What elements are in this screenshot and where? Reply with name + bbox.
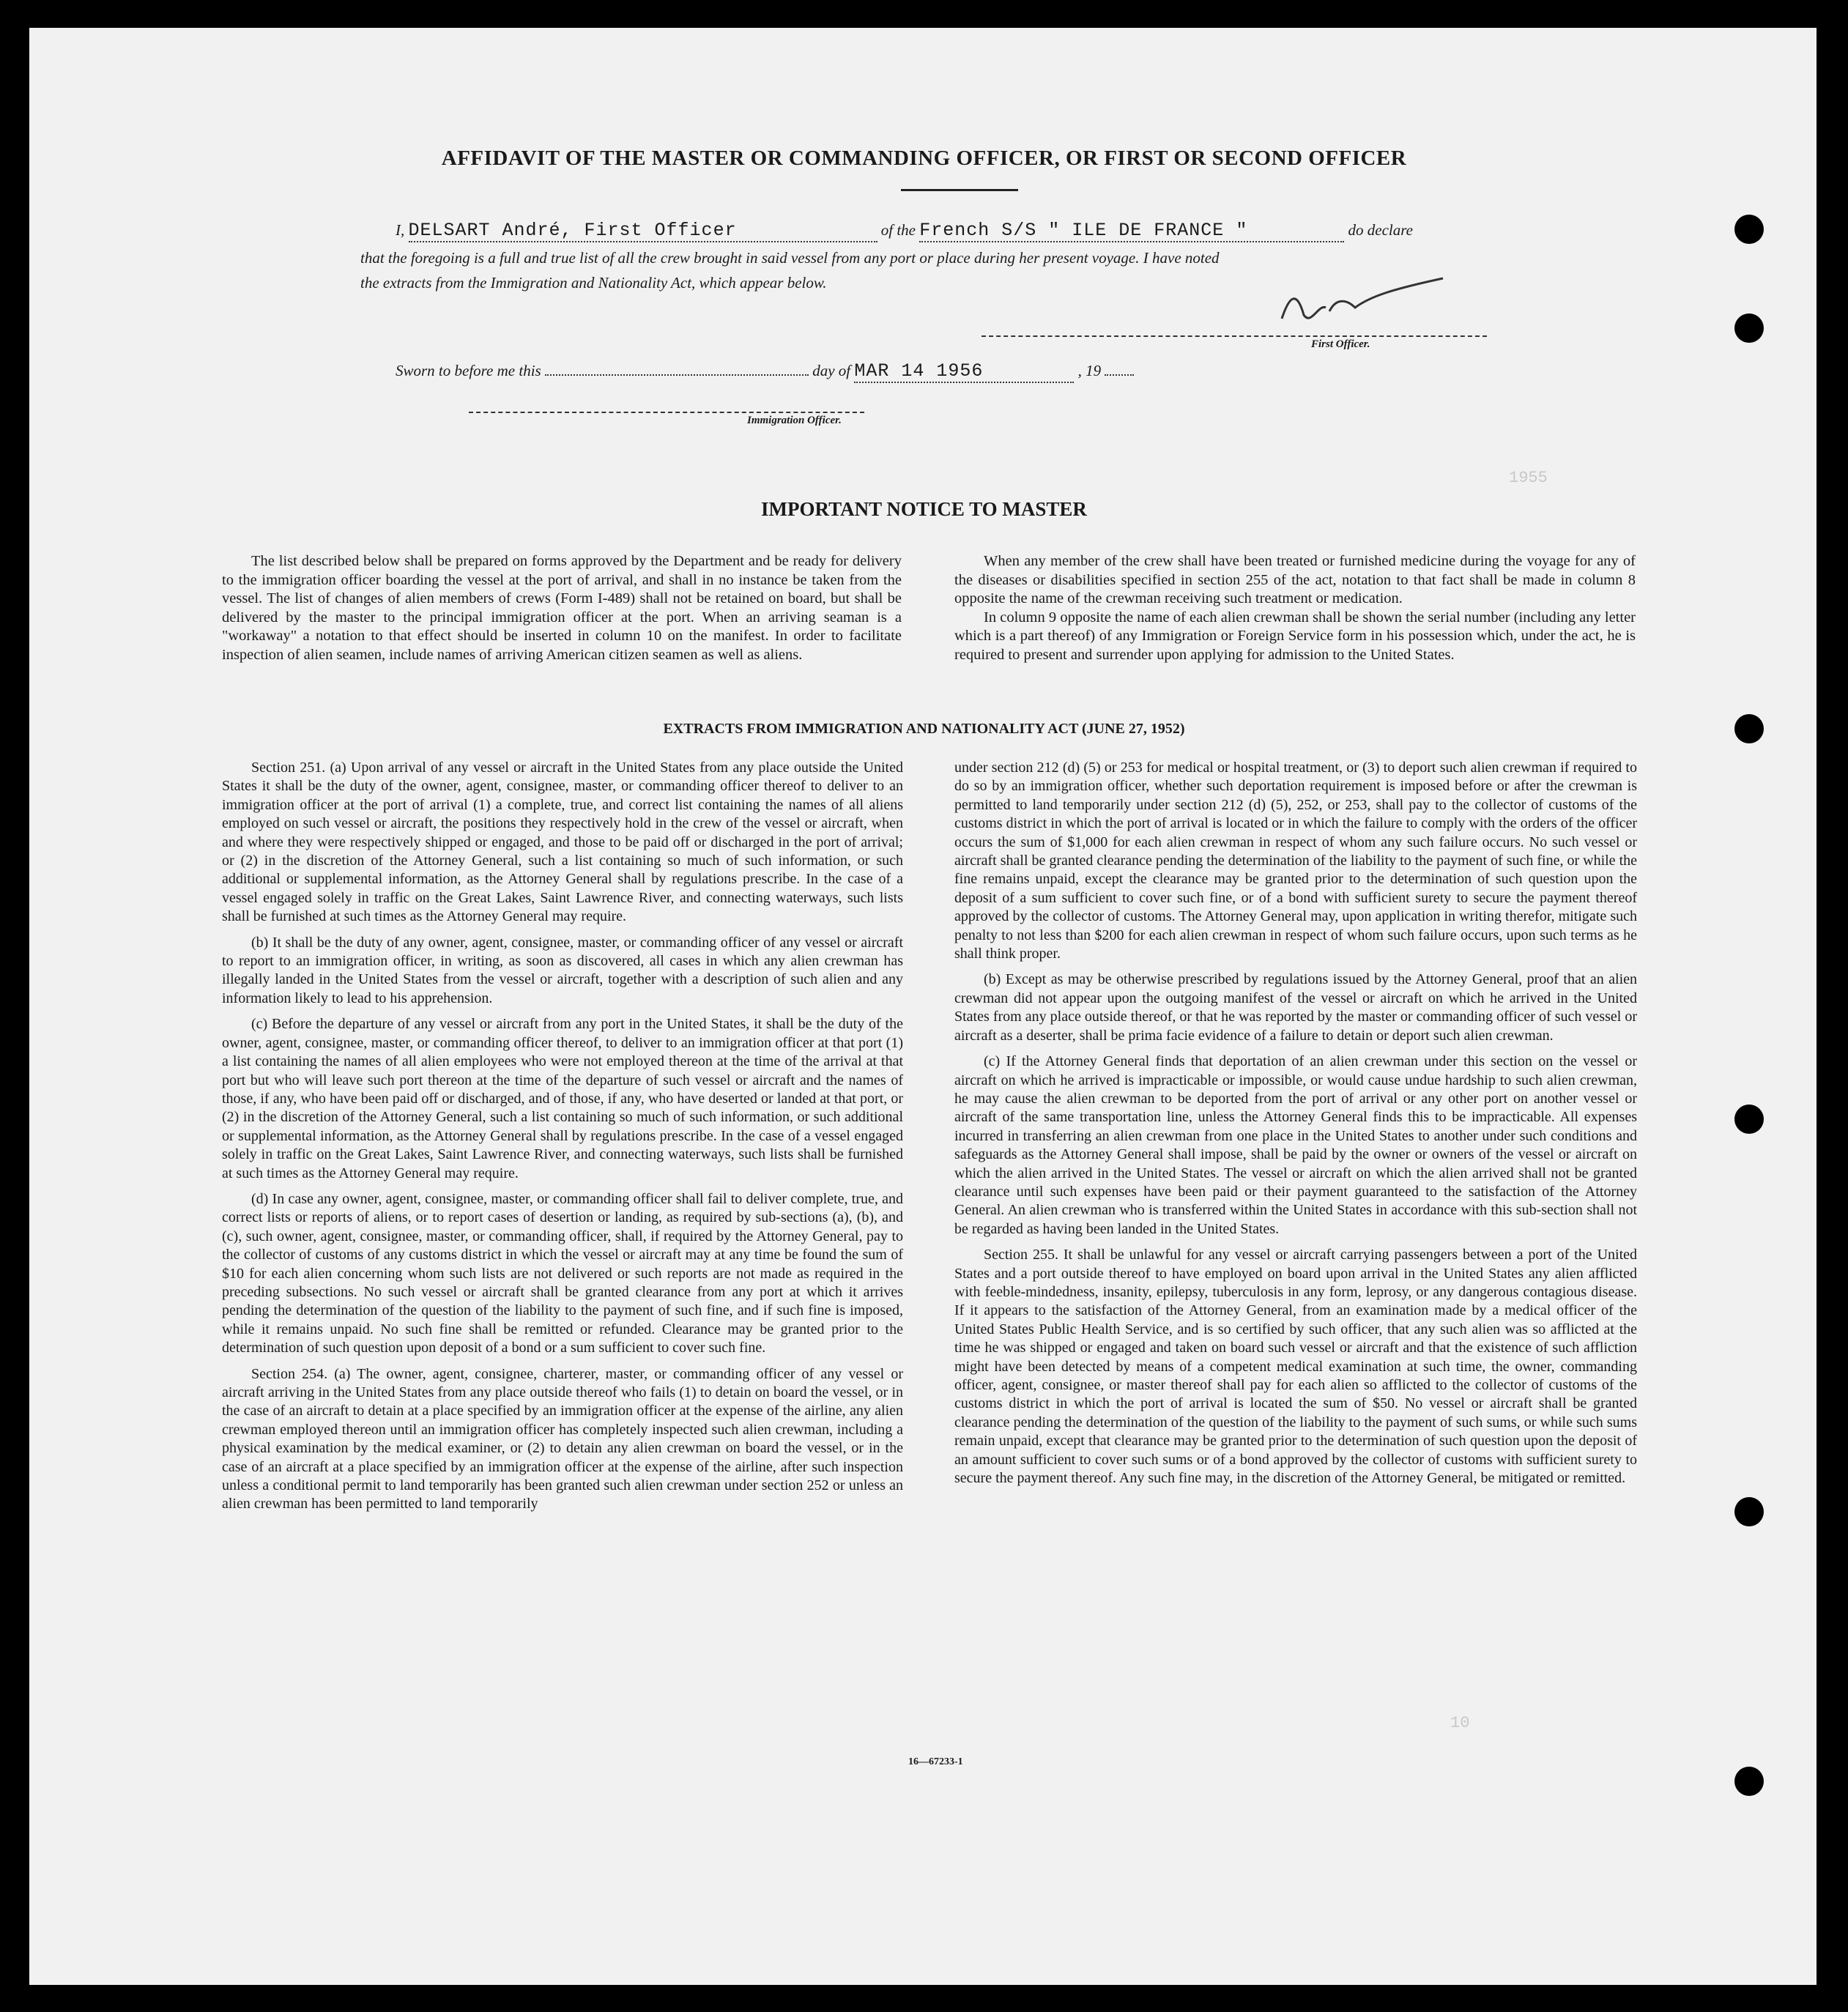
affidavit-title: AFFIDAVIT OF THE MASTER OR COMMANDING OFFICER, OR FIRST OR SECOND OFFICER [441, 146, 1407, 170]
extracts-right-column [954, 759, 1637, 1495]
bleed-through-text: 1955 [1509, 469, 1548, 487]
year-label: , 19 [1077, 362, 1102, 379]
title-underline [901, 189, 1018, 191]
bleed-through-text: 10 [1450, 1714, 1470, 1732]
statute-paragraph: (d) In case any owner, agent, consignee, master, or commanding officer shall fail to deliver complete, true, and correct lists or reports of aliens, or to report cases of desertion or landing, as required by sub-sections (a), (b), and (c), such owner, agent, consignee, master, or commanding officer, shall, if required by the Attorney General, pay to the collector of customs of any customs district in which the vessel or aircraft may at any time be found the sum of $10 for each alien concerning whom such lists are not delivered or such reports are not made as required in the preceding subsections. No such vessel or aircraft shall be granted clearance from any port at which it arrives pending the determination of the question of the liability to the payment of such fine, and if such fine is imposed, while it remains unpaid. No such fine shall be remitted or refunded. Clearance may be granted prior to the determination of such question upon deposit of a bond or a sum sufficient to cover such fine. [222, 1190, 903, 1356]
of-the-label: of the [880, 221, 916, 239]
declaration-line-1 [396, 220, 1494, 242]
officer-name-field [409, 220, 877, 242]
statute-paragraph: Section 255. It shall be unlawful for any vessel or aircraft carrying passengers between a port of the United States and a port outside thereof to have employed on board upon arrival in the United States any alien afflicted with feeble-mindedness, insanity, epilepsy, tuberculosis in any form, leprosy, or any dangerous contagious disease. If it appears to the satisfaction of the Attorney General, from an examination made by a medical officer of the United States Public Health Service, and is so certified by such officer, that any such alien was so afflicted at the time he was shipped or engaged and taken on board such vessel or aircraft and that the existence of such affliction might have been detected by means of a competent medical examination at such time, the owner, commanding officer, agent, consignee, or master thereof shall pay for each alien so afflicted to the collector of customs of the customs district in which the port of arrival is located the sum of $50. No vessel or aircraft shall be granted clearance pending the determination of the question of the liability to the payment of such sums, or while such sums remain unpaid, except that clearance may be granted prior to the determination of such question upon the deposit of an amount sufficient to cover such sums or of a bond approved by the collector of customs with sufficient surety to secure the payment thereof. Any such fine may, in the discretion of the Attorney General, be mitigated or remitted. [954, 1247, 1637, 1487]
do-declare-label: do declare [1348, 221, 1413, 239]
notice-right-column [954, 552, 1636, 672]
statute-paragraph: (b) It shall be the duty of any owner, agent, consignee, master, or commanding officer of any vessel or aircraft to report to an immigration officer, in writing, as soon as discovered, all cases in which any alien crewman has illegally landed in the United States from the vessel or aircraft, together with a description of such alien and any information likely to lead to his apprehension. [222, 934, 903, 1006]
extracts-left-column [222, 759, 903, 1521]
punch-hole [1734, 215, 1764, 244]
sworn-day-field [545, 374, 809, 376]
year-field [1105, 374, 1134, 376]
form-code: 16—67233-1 [908, 1756, 963, 1767]
sworn-label: Sworn to before me this [396, 362, 541, 379]
statute-paragraph: under section 212 (d) (5) or 253 for medical or hospital treatment, or (3) to deport such alien crewman if required to do so by an immigration officer, whether such deportation requirement is imposed before or after the crewman is permitted to land temporarily under section 212 (d) (5), 252, or 253, shall pay to the collector of customs of the customs district in which the port of arrival is located or in which the failure to comply with the orders of the officer occurs the sum of $1,000 for each alien crewman in respect of whom any such failure occurs. No such vessel or aircraft shall be granted clearance pending the determination of the liability to the payment of such fine, or while the fine remains unpaid, except the clearance may be granted prior to the determination of such question upon the deposit of a sum sufficient to cover such fine, or of a bond with sufficient surety to secure the payment thereof approved by the collector of customs. The Attorney General may, upon application in writing therefor, mitigate such penalty to not less than $200 for each alien crewman in respect of whom such failure occurs, upon such terms as he shall think proper. [954, 760, 1637, 962]
notice-paragraph: In column 9 opposite the name of each alien crewman shall be shown the serial number (including any letter which is a part thereof) of any Immigration or Foreign Service form in his possession which, under the act, he is required to present and surrender upon applying for admission to the United States. [954, 609, 1636, 663]
statute-paragraph: (c) If the Attorney General finds that deportation of an alien crewman under this section on the vessel or aircraft on which he arrived is impracticable or impossible, or would cause undue hardship to such alien crewman, he may cause the alien crewman to be deported from the port of arrival or any other port on another vessel or aircraft of the same transportation line, unless the Attorney General finds this to be impracticable. All expenses incurred in transferring an alien crewman from one place in the United States to another under such conditions and safeguards as the Attorney General shall impose, shall be paid by the owner or owners of the vessel or aircraft on which the alien arrived in the United States. The vessel or aircraft on which the alien arrived shall not be granted clearance until such expenses have been paid or their payment guaranteed to the satisfaction of the Attorney General. An alien crewman who is transferred within the United States in accordance with this sub-section shall not be regarded as having been landed in the United States. [954, 1053, 1637, 1237]
officer-name: DELSART André, First Officer [408, 220, 737, 241]
sworn-line [396, 360, 1274, 383]
declaration-line-2: that the foregoing is a full and true list of all the crew brought in said vessel from any port or place during her present voyage. I have noted [360, 249, 1220, 267]
officer-signature [1267, 275, 1458, 333]
sworn-date-field [854, 360, 1074, 383]
declaration-prefix: I, [396, 221, 405, 239]
notice-paragraph: The list described below shall be prepared on forms approved by the Department and be ready for delivery to the immigration officer boarding the vessel at the port of arrival, and shall in no instance be taken from the vessel. The list of changes of alien members of crews (Form I-489) shall not be retained on board, but shall be delivered by the master to the principal immigration officer at the port. When an arriving seaman is a "workaway" a notation to that effect should be inserted in column 10 on the manifest. In order to facilitate inspection of alien seamen, include names of arriving American citizen seamen as well as aliens. [222, 553, 902, 663]
punch-hole [1734, 313, 1764, 343]
declaration-line-3: the extracts from the Immigration and Nationality Act, which appear below. [360, 274, 827, 292]
punch-hole [1734, 1105, 1764, 1134]
vessel-field [919, 220, 1344, 242]
statute-paragraph: (c) Before the departure of any vessel or aircraft from any port in the United States, it shall be the duty of the owner, agent, consignee, master, or commanding officer thereof, to deliver to an immigration officer at that port (1) a list containing the names of all alien employees who were not employed thereon at the time of the arrival at that port but who will leave such port thereon at the time of the departure of such vessel or aircraft and the names of those, if any, who have been paid off or discharged, and of those, if any, who have deserted or landed at that port, or (2) in the discretion of the Attorney General, such a list containing so much of such information, or such additional or supplemental information, as the Attorney General shall by regulations prescribe. In the case of a vessel engaged solely in traffic on the Great Lakes, Saint Lawrence River, and connecting waterways, such lists shall be furnished at such times as the Attorney General may require. [222, 1016, 903, 1181]
punch-hole [1734, 1767, 1764, 1796]
notice-paragraph: When any member of the crew shall have been treated or furnished medicine during the voyage for any of the diseases or disabilities specified in section 255 of the act, notation to that fact shall be made in column 8 opposite the name of the crewman receiving such treatment or medication. [954, 553, 1636, 606]
extracts-title: EXTRACTS FROM IMMIGRATION AND NATIONALITY ACT (JUNE 27, 1952) [663, 721, 1185, 737]
statute-paragraph: Section 254. (a) The owner, agent, consignee, charterer, master, or commanding officer of any vessel or aircraft arriving in the United States from any place outside thereof who fails (1) to detain on board the vessel, or in the case of an aircraft to detain at a place specified by an immigration officer at the expense of the airline, any alien crewman employed thereon until an immigration officer has completely inspected such alien crewman, including a physical examination by the medical examiner, or (2) to detain any alien crewman on board the vessel, or in the case of an aircraft at a place specified by an immigration officer at the expense of the airline, after such inspection unless a conditional permit to land temporarily has been granted such alien crewman under section 252 or unless an alien crewman has been permitted to land temporarily [222, 1365, 903, 1512]
notice-title: IMPORTANT NOTICE TO MASTER [761, 498, 1087, 520]
vessel-name: French S/S " ILE DE FRANCE " [919, 220, 1248, 241]
date-stamp: MAR 14 1956 [854, 360, 984, 382]
punch-hole [1734, 1497, 1764, 1526]
statute-paragraph: (b) Except as may be otherwise prescribed by regulations issued by the Attorney General, proof that an alien crewman did not appear upon the outgoing manifest of the vessel or aircraft on which he arrived in the United States from any place outside thereof, or that he was reported by the master or commanding officer of such vessel or aircraft as a deserter, shall be prima facie evidence of a failure to detain or deport such alien crewman. [954, 971, 1637, 1044]
first-officer-caption: First Officer. [1311, 338, 1370, 350]
officer-signature-line [981, 335, 1487, 337]
notice-left-column [222, 552, 902, 672]
immigration-officer-signature-line [469, 412, 864, 413]
day-of-label: day of [812, 362, 851, 379]
immigration-officer-caption: Immigration Officer. [747, 415, 842, 426]
statute-paragraph: Section 251. (a) Upon arrival of any vessel or aircraft in the United States from any place outside the United States it shall be the duty of the owner, agent, consignee, master, or commanding officer thereof to deliver to an immigration officer at the port of arrival (1) a complete, true, and correct list containing the names of all aliens employed on such vessel or aircraft, the positions they respectively hold in the crew of the vessel or aircraft, when and where they were respectively shipped or engaged, and those to be paid off or discharged in the port of arrival; or (2) in the discretion of the Attorney General, such a list containing so much of such information, or such additional or supplemental information, as the Attorney General shall by regulations prescribe. In the case of a vessel engaged solely in traffic on the Great Lakes, Saint Lawrence River, and connecting waterways, such lists shall be furnished at such times as the Attorney General may require. [222, 760, 903, 925]
